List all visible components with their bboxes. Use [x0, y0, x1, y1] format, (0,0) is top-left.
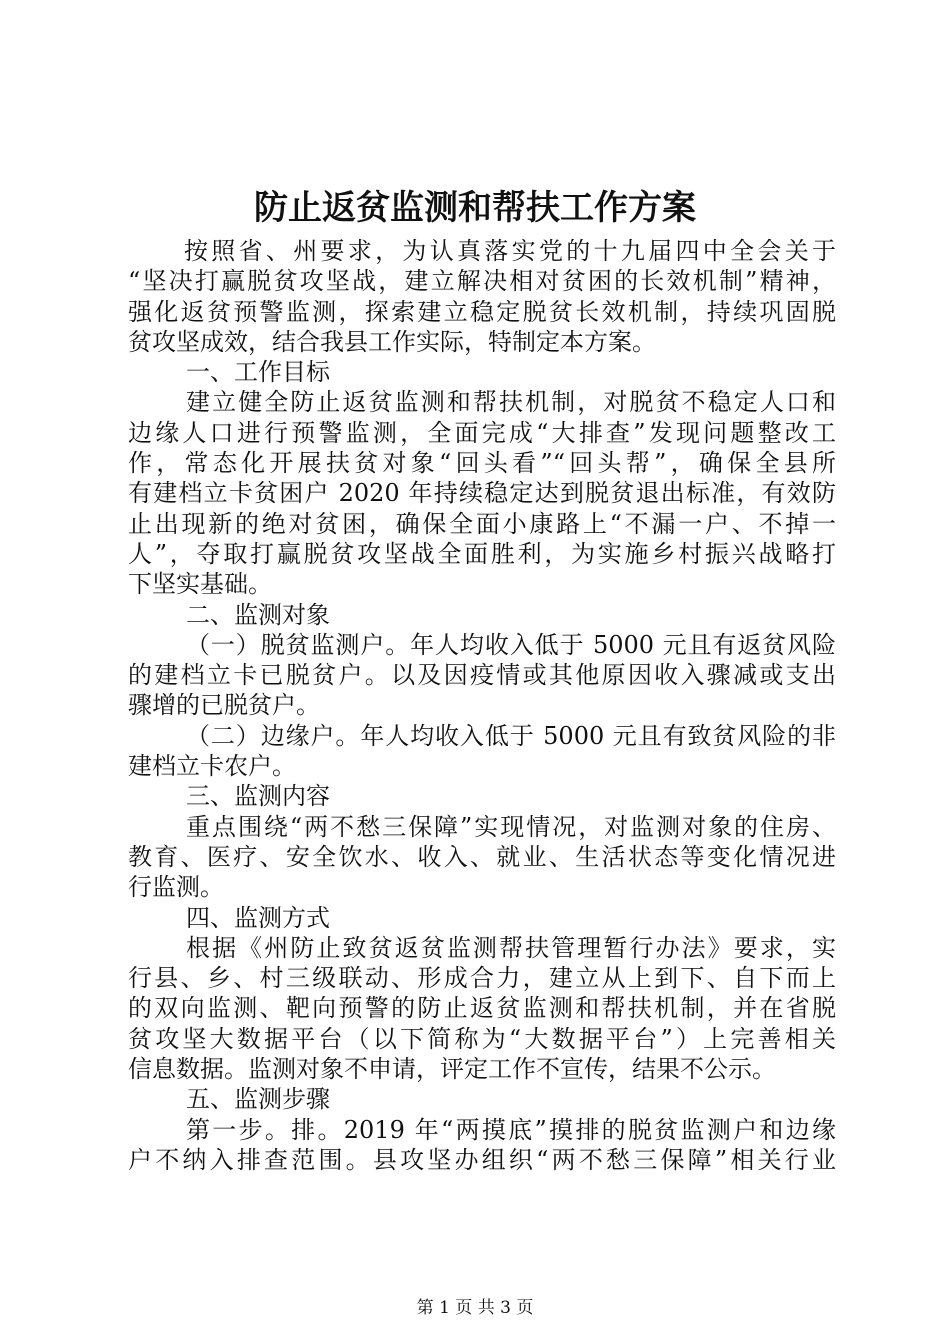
section-heading: 四、监测方式	[186, 903, 330, 932]
paragraph-line: 行县、乡、村三级联动、形成合力，建立从上到下、自下而上	[128, 964, 836, 993]
paragraph-line: 按照省、州要求，为认真落实党的十九届四中全会关于	[184, 237, 836, 265]
paragraph-line: 行监测。	[128, 873, 224, 902]
paragraph-line: 教育、医疗、安全饮水、收入、就业、生活状态等变化情况进	[128, 842, 836, 871]
page-footer: 第 1 页 共 3 页	[416, 1298, 534, 1318]
paragraph-line: （二）边缘户。年人均收入低于 5000 元且有致贫风险的非	[186, 721, 836, 750]
document-body	[128, 236, 836, 1175]
section-heading: 三、监测内容	[186, 782, 330, 811]
paragraph-line: 止出现新的绝对贫困，确保全面小康路上“不漏一户、不掉一	[128, 509, 836, 538]
paragraph-line: 骤增的已脱贫户。	[128, 691, 320, 720]
section-heading: 一、工作目标	[186, 358, 330, 387]
paragraph-line: 信息数据。监测对象不申请，评定工作不宣传，结果不公示。	[128, 1055, 776, 1084]
paragraph-line: 下坚实基础。	[128, 570, 272, 599]
paragraph-line: （一）脱贫监测户。年人均收入低于 5000 元且有返贫风险	[186, 630, 836, 659]
paragraph-line: 第一步。排。2019 年“两摸底”摸排的脱贫监测户和边缘	[186, 1115, 836, 1144]
document-title: 防止返贫监测和帮扶工作方案	[254, 188, 696, 228]
paragraph-line: 强化返贫预警监测，探索建立稳定脱贫长效机制，持续巩固脱	[128, 297, 836, 326]
paragraph-line: 贫攻坚大数据平台（以下简称为“大数据平台”）上完善相关	[128, 1024, 836, 1053]
paragraph-line: 有建档立卡贫困户 2020 年持续稳定达到脱贫退出标准，有效防	[128, 479, 836, 508]
paragraph-line: 作，常态化开展扶贫对象“回头看”“回头帮”，确保全县所	[128, 449, 836, 478]
paragraph-line: 重点围绕“两不愁三保障”实现情况，对监测对象的住房、	[186, 812, 836, 841]
paragraph-line: 建档立卡农户。	[128, 752, 296, 781]
paragraph-line: 户不纳入排查范围。县攻坚办组织“两不愁三保障”相关行业	[128, 1145, 836, 1174]
section-heading: 二、监测对象	[186, 600, 330, 629]
paragraph-line: 边缘人口进行预警监测，全面完成“大排查”发现问题整改工	[128, 418, 836, 447]
paragraph-line: 的双向监测、靶向预警的防止返贫监测和帮扶机制，并在省脱	[128, 994, 836, 1023]
paragraph-line: 人”，夺取打赢脱贫攻坚战全面胜利，为实施乡村振兴战略打	[128, 539, 836, 568]
paragraph-line: “坚决打赢脱贫攻坚战，建立解决相对贫困的长效机制”精神，	[128, 267, 836, 296]
paragraph-line: 的建档立卡已脱贫户。以及因疫情或其他原因收入骤减或支出	[128, 661, 836, 690]
paragraph-line: 建立健全防止返贫监测和帮扶机制，对脱贫不稳定人口和	[186, 388, 836, 417]
section-heading: 五、监测步骤	[186, 1085, 330, 1114]
paragraph-line: 贫攻坚成效，结合我县工作实际，特制定本方案。	[128, 327, 656, 356]
paragraph-line: 根据《州防止致贫返贫监测帮扶管理暂行办法》要求，实	[186, 933, 836, 962]
